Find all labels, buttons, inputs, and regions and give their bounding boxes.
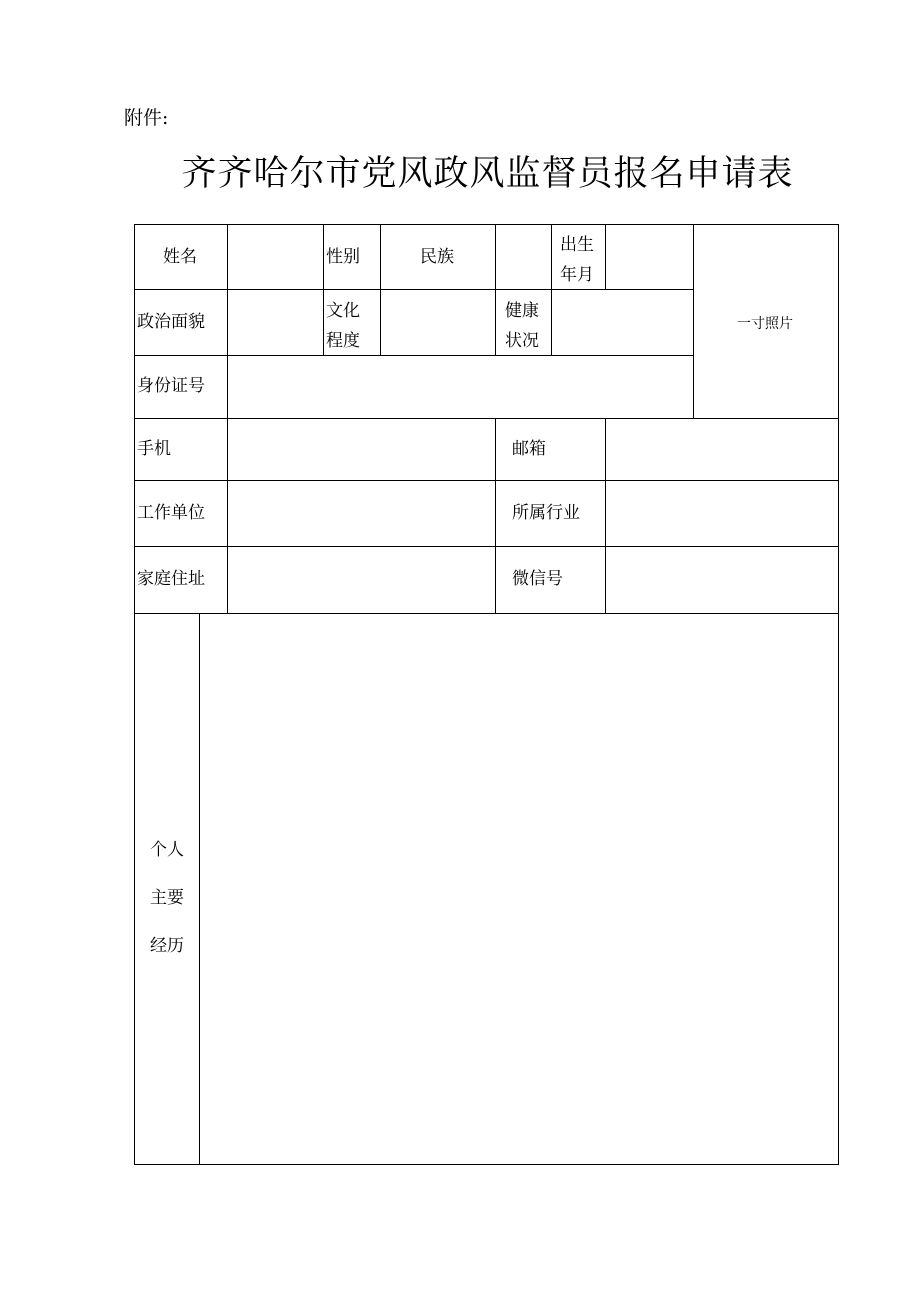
experience-label-line3: 经历 — [150, 936, 184, 956]
employer-label: 工作单位 — [137, 503, 205, 523]
ethnicity-label: 民族 — [420, 247, 454, 267]
politics-label: 政治面貌 — [137, 312, 205, 332]
address-label: 家庭住址 — [137, 569, 205, 589]
birth-label-line1: 出生 — [560, 235, 594, 255]
table-line — [380, 224, 381, 355]
table-line — [227, 224, 228, 613]
table-line — [134, 224, 839, 225]
table-line — [551, 224, 552, 355]
table-line — [134, 289, 694, 290]
table-line — [134, 613, 839, 614]
health-label-line2: 状况 — [505, 331, 539, 351]
table-line — [134, 1164, 839, 1165]
table-line — [134, 546, 839, 547]
wechat-label: 微信号 — [512, 569, 563, 589]
education-label-line2: 程度 — [326, 331, 360, 351]
experience-label-line1: 个人 — [150, 840, 184, 860]
name-label: 姓名 — [163, 247, 197, 267]
gender-label: 性别 — [326, 247, 360, 267]
table-line — [605, 224, 606, 289]
photo-placeholder-label: 一寸照片 — [737, 316, 793, 332]
table-line — [838, 224, 839, 1165]
table-line — [134, 224, 135, 1165]
phone-label: 手机 — [137, 439, 171, 459]
birth-label-line2: 年月 — [560, 265, 594, 285]
id-number-label: 身份证号 — [137, 376, 205, 396]
table-line — [134, 418, 839, 419]
table-line — [605, 418, 606, 613]
industry-label: 所属行业 — [512, 503, 580, 523]
email-label: 邮箱 — [512, 439, 546, 459]
table-line — [134, 355, 694, 356]
attachment-label: 附件: — [124, 107, 169, 129]
education-label-line1: 文化 — [326, 301, 360, 321]
table-line — [693, 224, 694, 418]
experience-label-line2: 主要 — [150, 888, 184, 908]
table-line — [323, 224, 324, 355]
table-line — [134, 480, 839, 481]
health-label-line1: 健康 — [505, 301, 539, 321]
table-line — [495, 418, 496, 613]
page-title: 齐齐哈尔市党风政风监督员报名申请表 — [181, 154, 794, 194]
table-line — [495, 224, 496, 355]
